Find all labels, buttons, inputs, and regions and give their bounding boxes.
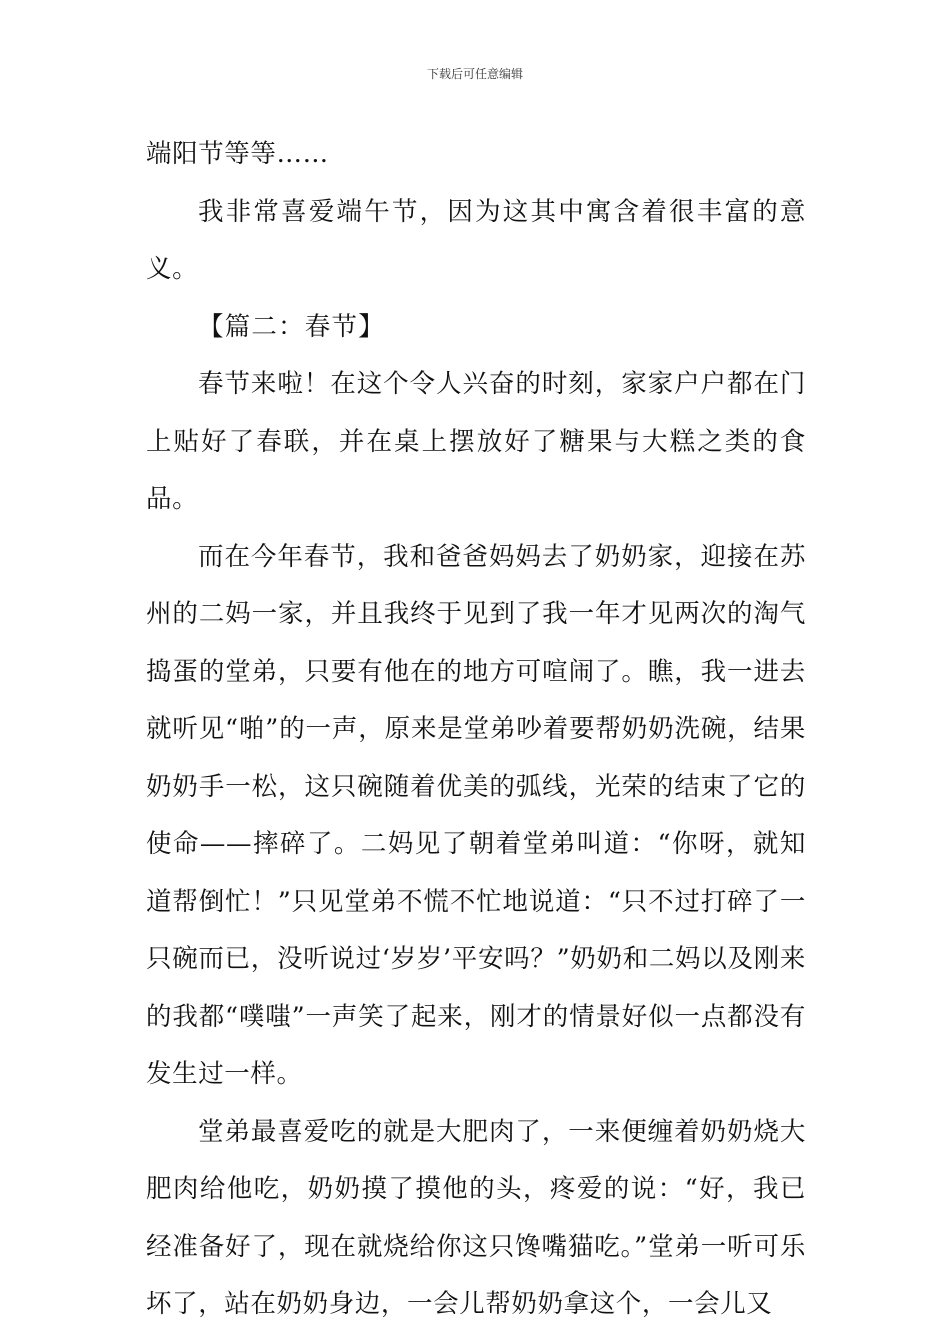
paragraph: 堂弟最喜爱吃的就是大肥肉了，一来便缠着奶奶烧大肥肉给他吃，奶奶摸了摸他的头，疼爱的说：“好，我已经准备好了，现在就烧给你这只馋嘴猫吃。”堂弟一听可乐坏了，站在奶奶身边，一会儿帮奶奶拿这个，一会儿又 [146,1116,806,1319]
paragraph: 春节来啦！在这个令人兴奋的时刻，家家户户都在门上贴好了春联，并在桌上摆放好了糖果与大糕之类的食品。 [146,369,806,514]
paragraph: 我非常喜爱端午节，因为这其中寓含着很丰富的意义。 [146,196,806,284]
section-heading: 【篇二：春节】 [198,311,385,342]
paragraph: 而在今年春节，我和爸爸妈妈去了奶奶家，迎接在苏州的二妈一家，并且我终于见到了我一年才见两次的淘气捣蛋的堂弟，只要有他在的地方可喧闹了。瞧，我一进去就听见“啪”的一声，原来是堂弟吵着要帮奶奶洗碗，结果奶奶手一松，这只碗随着优美的弧线，光荣的结束了它的使命——摔碎了。二妈见了朝着堂弟叫道：“你呀，就知道帮倒忙！”只见堂弟不慌不忙地说道：“只不过打碎了一只碗而已，没听说过‘岁岁’平安吗？”奶奶和二妈以及刚来的我都“噗嗤”一声笑了起来，刚才的情景好似一点都没有发生过一样。 [146,541,806,1089]
paragraph-continuation: 端阳节等等…… [146,139,329,169]
page-header-note: 下载后可任意编辑 [426,67,523,81]
document-body [146,126,806,1334]
